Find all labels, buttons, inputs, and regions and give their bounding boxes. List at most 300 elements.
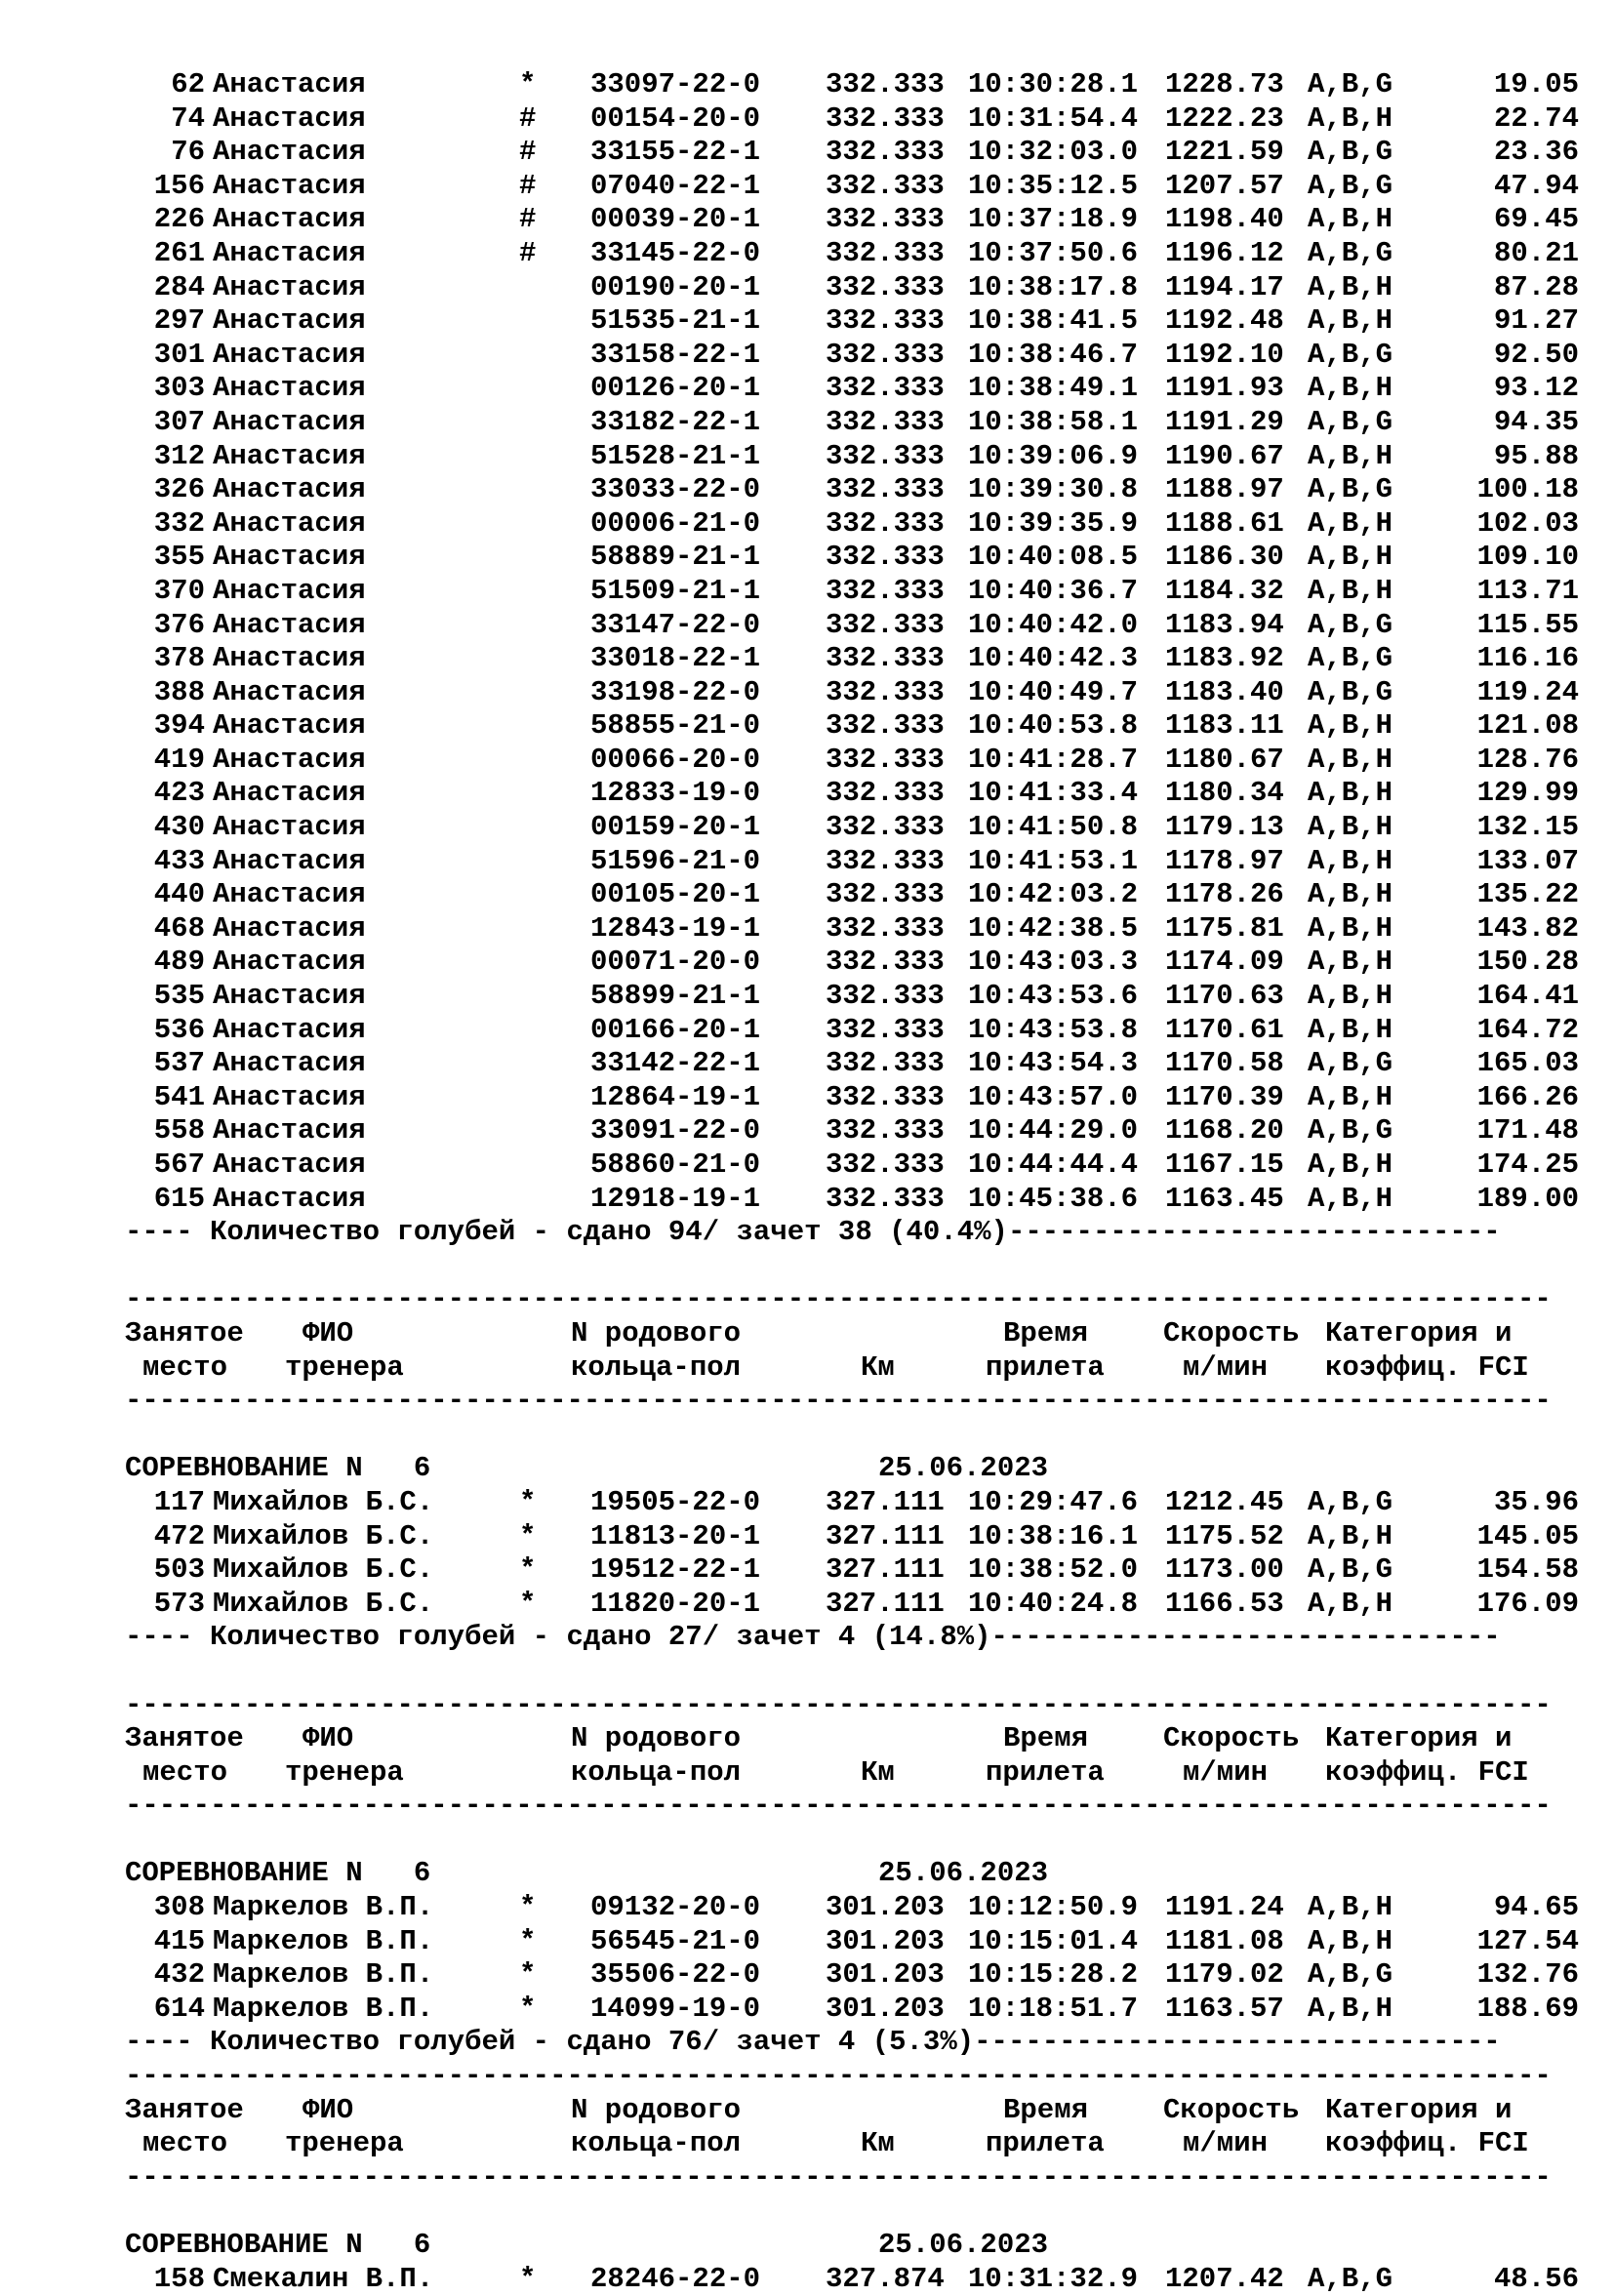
category-cell: A,B,H [1308,1182,1393,1215]
place-cell: 301 [153,338,205,371]
coefficient-cell: 47.94 [1493,169,1579,202]
ring-number-cell: 28246-22-0 [590,2262,761,2295]
speed-cell: 1170.61 [1165,1013,1284,1046]
summary-line [0,2026,1614,2060]
trainer-name-cell: Михайлов Б.С. [213,1587,434,1620]
header-distance: Км [861,2127,895,2160]
arrival-time-cell: 10:40:36.7 [968,574,1139,607]
header-place: Занятое [125,2093,244,2126]
table-row [0,1148,1614,1183]
trainer-name-cell: Маркелов В.П. [213,1958,434,1992]
category-cell: A,B,G [1308,608,1393,641]
distance-cell: 332.333 [826,980,945,1013]
mark-cell: # [519,203,537,236]
speed-cell: 1207.42 [1165,2262,1284,2295]
trainer-name-cell: Смекалин В.П. [213,2262,434,2295]
mark-cell: # [519,236,537,269]
distance-cell: 332.333 [826,372,945,405]
category-cell: A,B,H [1308,709,1393,743]
table-row [0,946,1614,980]
separator-text: ------------------------------------------------------------------------------------ [125,1385,1552,1418]
trainer-name-cell: Анастасия [213,506,366,540]
mark-cell: # [519,169,537,202]
distance-cell: 301.203 [826,1891,945,1924]
category-cell: A,B,H [1308,743,1393,776]
arrival-time-cell: 10:38:52.0 [968,1553,1139,1587]
place-cell: 423 [153,777,205,810]
place-cell: 284 [153,270,205,303]
competition-title: СОРЕВНОВАНИЕ N 6 [125,2229,431,2261]
header-place: место [142,1755,228,1789]
header-speed: м/мин [1183,1350,1269,1384]
ring-number-cell: 00190-20-1 [590,270,761,303]
header-line-2 [0,1351,1614,1386]
distance-cell: 332.333 [826,777,945,810]
table-row [0,541,1614,575]
arrival-time-cell: 10:44:29.0 [968,1114,1139,1148]
header-distance: Км [861,1755,895,1789]
trainer-name-cell: Анастасия [213,811,366,844]
header-speed: м/мин [1183,1755,1269,1789]
header-speed: Скорость [1163,2093,1300,2126]
arrival-time-cell: 10:32:03.0 [968,136,1139,169]
speed-cell: 1184.32 [1165,574,1284,607]
distance-cell: 332.333 [826,709,945,743]
place-cell: 156 [153,169,205,202]
table-row [0,777,1614,811]
place-cell: 326 [153,473,205,506]
ring-number-cell: 33033-22-0 [590,473,761,506]
distance-cell: 332.333 [826,608,945,641]
distance-cell: 332.333 [826,811,945,844]
mark-cell: * [519,1891,537,1924]
trainer-name-cell: Анастасия [213,169,366,202]
blank-line [0,1824,1614,1858]
competition-line [0,2229,1614,2263]
category-cell: A,B,G [1308,473,1393,506]
blank-line [0,1250,1614,1284]
category-cell: A,B,G [1308,1114,1393,1148]
place-cell: 567 [153,1148,205,1181]
coefficient-cell: 188.69 [1476,1992,1579,2025]
ring-number-cell: 51535-21-1 [590,304,761,338]
ring-number-cell: 58855-21-0 [590,709,761,743]
coefficient-cell: 23.36 [1493,136,1579,169]
arrival-time-cell: 10:43:03.3 [968,946,1139,979]
ring-number-cell: 11813-20-1 [590,1519,761,1552]
summary-line [0,1621,1614,1655]
header-line-1 [0,2094,1614,2128]
ring-number-cell: 00066-20-0 [590,743,761,776]
place-cell: 537 [153,1047,205,1080]
ring-number-cell: 14099-19-0 [590,1992,761,2025]
arrival-time-cell: 10:41:28.7 [968,743,1139,776]
header-line-2 [0,2127,1614,2161]
arrival-time-cell: 10:38:17.8 [968,270,1139,303]
coefficient-cell: 93.12 [1493,372,1579,405]
speed-cell: 1191.29 [1165,405,1284,438]
arrival-time-cell: 10:40:49.7 [968,675,1139,708]
coefficient-cell: 94.35 [1493,405,1579,438]
speed-cell: 1183.92 [1165,642,1284,675]
distance-cell: 332.333 [826,236,945,269]
speed-cell: 1174.09 [1165,946,1284,979]
category-cell: A,B,H [1308,1013,1393,1046]
speed-cell: 1196.12 [1165,236,1284,269]
speed-cell: 1180.34 [1165,777,1284,810]
table-row [0,1183,1614,1217]
category-cell: A,B,H [1308,1148,1393,1181]
header-name: ФИО [303,1316,354,1349]
speed-cell: 1170.63 [1165,980,1284,1013]
ring-number-cell: 00006-21-0 [590,506,761,540]
table-row [0,237,1614,271]
coefficient-cell: 150.28 [1476,946,1579,979]
category-cell: A,B,H [1308,372,1393,405]
ring-number-cell: 00159-20-1 [590,811,761,844]
speed-cell: 1190.67 [1165,439,1284,472]
trainer-name-cell: Михайлов Б.С. [213,1553,434,1587]
coefficient-cell: 95.88 [1493,439,1579,472]
ring-number-cell: 11820-20-1 [590,1587,761,1620]
arrival-time-cell: 10:43:54.3 [968,1047,1139,1080]
coefficient-cell: 92.50 [1493,338,1579,371]
table-row [0,271,1614,305]
coefficient-cell: 127.54 [1476,1924,1579,1957]
table-row [0,203,1614,237]
ring-number-cell: 58889-21-1 [590,541,761,574]
table-row [0,1081,1614,1115]
trainer-name-cell: Анастасия [213,1013,366,1046]
speed-cell: 1198.40 [1165,203,1284,236]
table-row [0,1588,1614,1622]
separator-line [0,1689,1614,1723]
summary-text: ---- Количество голубей - сдано 76/ зачет 4 (5.3%)------------------------------- [125,2026,1501,2059]
table-row [0,170,1614,204]
coefficient-cell: 94.65 [1493,1891,1579,1924]
coefficient-cell: 87.28 [1493,270,1579,303]
speed-cell: 1163.45 [1165,1182,1284,1215]
arrival-time-cell: 10:38:16.1 [968,1519,1139,1552]
arrival-time-cell: 10:43:53.6 [968,980,1139,1013]
competition-title: СОРЕВНОВАНИЕ N 6 [125,1857,431,1890]
speed-cell: 1178.26 [1165,878,1284,911]
place-cell: 468 [153,911,205,945]
distance-cell: 332.333 [826,101,945,135]
category-cell: A,B,H [1308,101,1393,135]
coefficient-cell: 129.99 [1476,777,1579,810]
trainer-name-cell: Анастасия [213,304,366,338]
trainer-name-cell: Анастасия [213,1182,366,1215]
arrival-time-cell: 10:29:47.6 [968,1485,1139,1518]
category-cell: A,B,H [1308,541,1393,574]
table-row [0,1993,1614,2027]
table-row [0,845,1614,879]
speed-cell: 1188.97 [1165,473,1284,506]
distance-cell: 332.333 [826,473,945,506]
distance-cell: 332.333 [826,844,945,877]
table-row [0,102,1614,137]
header-category: коэффиц. FCI [1325,2127,1529,2160]
arrival-time-cell: 10:39:06.9 [968,439,1139,472]
place-cell: 62 [171,68,205,101]
trainer-name-cell: Анастасия [213,236,366,269]
summary-line [0,1216,1614,1250]
ring-number-cell: 00039-20-1 [590,203,761,236]
distance-cell: 332.333 [826,541,945,574]
coefficient-cell: 171.48 [1476,1114,1579,1148]
distance-cell: 332.333 [826,68,945,101]
distance-cell: 332.333 [826,1148,945,1181]
ring-number-cell: 51528-21-1 [590,439,761,472]
table-row [0,1486,1614,1520]
trainer-name-cell: Михайлов Б.С. [213,1519,434,1552]
place-cell: 376 [153,608,205,641]
category-cell: A,B,H [1308,1924,1393,1957]
table-row [0,304,1614,339]
mark-cell: * [519,1553,537,1587]
blank-line [0,1419,1614,1453]
category-cell: A,B,H [1308,878,1393,911]
header-time: Время [1003,2093,1089,2126]
speed-cell: 1221.59 [1165,136,1284,169]
arrival-time-cell: 10:41:33.4 [968,777,1139,810]
distance-cell: 332.333 [826,439,945,472]
coefficient-cell: 132.76 [1476,1958,1579,1992]
place-cell: 573 [153,1587,205,1620]
trainer-name-cell: Анастасия [213,743,366,776]
place-cell: 433 [153,844,205,877]
speed-cell: 1166.53 [1165,1587,1284,1620]
table-row [0,1553,1614,1588]
trainer-name-cell: Маркелов В.П. [213,1891,434,1924]
distance-cell: 332.333 [826,642,945,675]
distance-cell: 301.203 [826,1924,945,1957]
ring-number-cell: 33198-22-0 [590,675,761,708]
header-line-2 [0,1756,1614,1791]
table-row [0,507,1614,542]
place-cell: 303 [153,372,205,405]
speed-cell: 1179.02 [1165,1958,1284,1992]
table-row [0,676,1614,710]
speed-cell: 1183.94 [1165,608,1284,641]
speed-cell: 1212.45 [1165,1485,1284,1518]
place-cell: 261 [153,236,205,269]
category-cell: A,B,H [1308,844,1393,877]
table-row [0,642,1614,676]
distance-cell: 327.111 [826,1519,945,1552]
separator-text: ------------------------------------------------------------------------------------ [125,1790,1552,1823]
ring-number-cell: 00154-20-0 [590,101,761,135]
coefficient-cell: 143.82 [1476,911,1579,945]
header-ring: N родового [571,1316,742,1349]
table-row [0,1520,1614,1554]
competition-line [0,1857,1614,1891]
trainer-name-cell: Анастасия [213,1080,366,1113]
separator-text: ------------------------------------------------------------------------------------ [125,2060,1552,2093]
coefficient-cell: 100.18 [1476,473,1579,506]
separator-line [0,2161,1614,2195]
header-ring: N родового [571,1722,742,1755]
arrival-time-cell: 10:38:58.1 [968,405,1139,438]
arrival-time-cell: 10:31:54.4 [968,101,1139,135]
trainer-name-cell: Анастасия [213,574,366,607]
table-row [0,1958,1614,1993]
arrival-time-cell: 10:31:32.9 [968,2262,1139,2295]
speed-cell: 1222.23 [1165,101,1284,135]
place-cell: 308 [153,1891,205,1924]
ring-number-cell: 51509-21-1 [590,574,761,607]
trainer-name-cell: Анастасия [213,1114,366,1148]
distance-cell: 332.333 [826,946,945,979]
mark-cell: * [519,1519,537,1552]
place-cell: 430 [153,811,205,844]
trainer-name-cell: Анастасия [213,541,366,574]
header-category: Категория и [1325,1722,1513,1755]
place-cell: 541 [153,1080,205,1113]
coefficient-cell: 69.45 [1493,203,1579,236]
category-cell: A,B,G [1308,642,1393,675]
distance-cell: 327.111 [826,1587,945,1620]
arrival-time-cell: 10:15:01.4 [968,1924,1139,1957]
trainer-name-cell: Анастасия [213,878,366,911]
arrival-time-cell: 10:18:51.7 [968,1992,1139,2025]
header-time: Время [1003,1722,1089,1755]
arrival-time-cell: 10:42:03.2 [968,878,1139,911]
header-time: прилета [986,2127,1105,2160]
trainer-name-cell: Анастасия [213,709,366,743]
mark-cell: * [519,1992,537,2025]
category-cell: A,B,G [1308,1553,1393,1587]
table-row [0,1891,1614,1925]
ring-number-cell: 19512-22-1 [590,1553,761,1587]
table-row [0,1014,1614,1048]
trainer-name-cell: Анастасия [213,1047,366,1080]
speed-cell: 1191.24 [1165,1891,1284,1924]
ring-number-cell: 56545-21-0 [590,1924,761,1957]
speed-cell: 1167.15 [1165,1148,1284,1181]
ring-number-cell: 33147-22-0 [590,608,761,641]
coefficient-cell: 102.03 [1476,506,1579,540]
arrival-time-cell: 10:35:12.5 [968,169,1139,202]
speed-cell: 1179.13 [1165,811,1284,844]
place-cell: 472 [153,1519,205,1552]
distance-cell: 332.333 [826,878,945,911]
trainer-name-cell: Анастасия [213,1148,366,1181]
trainer-name-cell: Маркелов В.П. [213,1992,434,2025]
ring-number-cell: 19505-22-0 [590,1485,761,1518]
ring-number-cell: 33142-22-1 [590,1047,761,1080]
trainer-name-cell: Анастасия [213,203,366,236]
ring-number-cell: 58860-21-0 [590,1148,761,1181]
table-row [0,68,1614,102]
header-place: место [142,2127,228,2160]
ring-number-cell: 33145-22-0 [590,236,761,269]
blank-line [0,2195,1614,2229]
header-speed: Скорость [1163,1722,1300,1755]
category-cell: A,B,G [1308,169,1393,202]
trainer-name-cell: Анастасия [213,338,366,371]
place-cell: 614 [153,1992,205,2025]
coefficient-cell: 176.09 [1476,1587,1579,1620]
arrival-time-cell: 10:43:53.8 [968,1013,1139,1046]
coefficient-cell: 22.74 [1493,101,1579,135]
table-row [0,406,1614,440]
header-place: Занятое [125,1316,244,1349]
speed-cell: 1163.57 [1165,1992,1284,2025]
ring-number-cell: 07040-22-1 [590,169,761,202]
distance-cell: 301.203 [826,1958,945,1992]
table-row [0,980,1614,1014]
mark-cell: # [519,136,537,169]
distance-cell: 332.333 [826,911,945,945]
coefficient-cell: 166.26 [1476,1080,1579,1113]
distance-cell: 332.333 [826,506,945,540]
place-cell: 332 [153,506,205,540]
trainer-name-cell: Анастасия [213,136,366,169]
table-row [0,1047,1614,1081]
category-cell: A,B,G [1308,1958,1393,1992]
coefficient-cell: 48.56 [1493,2262,1579,2295]
trainer-name-cell: Анастасия [213,844,366,877]
separator-line [0,1385,1614,1419]
table-row [0,372,1614,406]
category-cell: A,B,H [1308,304,1393,338]
ring-number-cell: 33182-22-1 [590,405,761,438]
table-row [0,1925,1614,1959]
distance-cell: 332.333 [826,136,945,169]
coefficient-cell: 91.27 [1493,304,1579,338]
table-row [0,136,1614,170]
category-cell: A,B,H [1308,1587,1393,1620]
category-cell: A,B,G [1308,1047,1393,1080]
header-line-1 [0,1317,1614,1351]
trainer-name-cell: Анастасия [213,675,366,708]
header-time: прилета [986,1755,1105,1789]
table-row [0,339,1614,373]
distance-cell: 327.874 [826,2262,945,2295]
distance-cell: 327.111 [826,1485,945,1518]
category-cell: A,B,H [1308,1992,1393,2025]
header-speed: Скорость [1163,1316,1300,1349]
place-cell: 440 [153,878,205,911]
category-cell: A,B,H [1308,1519,1393,1552]
table-row [0,912,1614,947]
coefficient-cell: 164.72 [1476,1013,1579,1046]
trainer-name-cell: Анастасия [213,372,366,405]
header-name: тренера [285,1350,404,1384]
speed-cell: 1168.20 [1165,1114,1284,1148]
ring-number-cell: 35506-22-0 [590,1958,761,1992]
speed-cell: 1207.57 [1165,169,1284,202]
coefficient-cell: 119.24 [1476,675,1579,708]
speed-cell: 1191.93 [1165,372,1284,405]
table-row [0,609,1614,643]
coefficient-cell: 115.55 [1476,608,1579,641]
category-cell: A,B,G [1308,236,1393,269]
place-cell: 536 [153,1013,205,1046]
speed-cell: 1170.39 [1165,1080,1284,1113]
separator-line [0,1283,1614,1317]
summary-text: ---- Количество голубей - сдано 27/ зачет 4 (14.8%)------------------------------ [125,1621,1501,1654]
place-cell: 388 [153,675,205,708]
arrival-time-cell: 10:42:38.5 [968,911,1139,945]
category-cell: A,B,H [1308,911,1393,945]
distance-cell: 332.333 [826,1114,945,1148]
place-cell: 419 [153,743,205,776]
header-place: место [142,1350,228,1384]
mark-cell: * [519,1924,537,1957]
